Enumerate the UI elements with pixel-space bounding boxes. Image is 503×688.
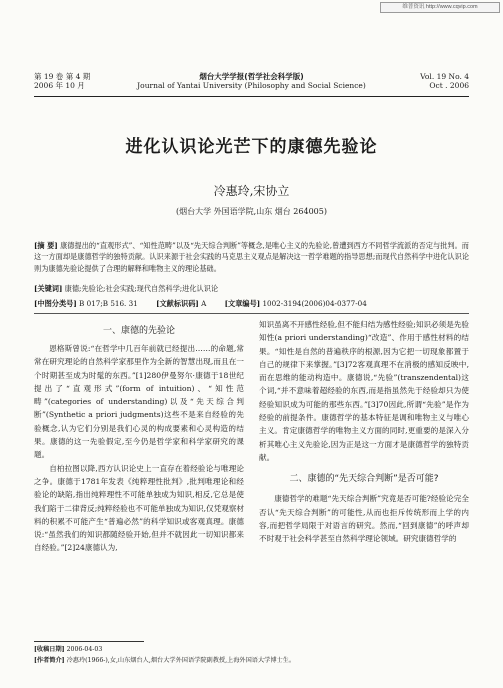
article-id: 1002-3194(2006)04-0377-04	[262, 299, 367, 308]
doc-code-label: [文献标识码]	[156, 299, 199, 308]
body-paragraph: 康德哲学的难题“先天综合判断”究竟是否可能?经验论完全否认“先天综合判断”的可能性,从而也拒斥传统形而上学的内容,而把哲学局限于对语言的研究。然而,“回到康德”的呼声却不时观于社会科学甚至自然科学理论领域。研究康德哲学的	[259, 494, 469, 544]
keywords	[34, 284, 469, 294]
section-heading-1: 一、康德的先验论	[102, 326, 175, 336]
author-note: 冷惠玲(1966-),女,山东烟台人,烟台大学外国语学院副教授,上海外国语大学博士生。	[66, 657, 296, 664]
clc-number: B 017;B 516. 31	[79, 299, 138, 308]
header-rule	[34, 96, 469, 97]
keywords-label: [关键词]	[34, 284, 63, 293]
article-id-label: [文章编号]	[224, 299, 261, 308]
clc-label: [中图分类号]	[34, 299, 77, 308]
right-column	[259, 318, 469, 545]
article-authors: 冷惠玲,宋协立	[213, 184, 290, 198]
classification-line	[34, 299, 469, 309]
journal-header	[34, 72, 469, 94]
issue-date: 2006 年 10 月	[34, 81, 85, 90]
received-label: [收稿日期]	[34, 646, 65, 653]
journal-name-en: Journal of Yantai University (Philosophy and Social Science)	[137, 81, 366, 90]
footnote-received	[34, 645, 473, 654]
author-note-label: [作者简介]	[34, 657, 65, 664]
journal-name	[134, 72, 369, 90]
volume-issue: 第 19 卷 第 4 期	[34, 72, 91, 81]
issue-date-en: Oct . 2006	[429, 81, 469, 90]
received-date: 2006-04-03	[66, 646, 103, 653]
footnote-author	[34, 656, 473, 665]
watermark-stamp: 维普资讯 http://www.cqvip.com	[380, 2, 500, 13]
abstract	[34, 240, 469, 274]
left-column	[34, 318, 244, 555]
article-title: 进化认识论光芒下的康德先验论	[125, 137, 378, 157]
footnote-rule	[34, 641, 144, 642]
body-paragraph: 自柏拉图以降,西方认识论史上一直存在着经验论与唯理论之争。康德于1781年发表《纯粹理性批判》,批判唯理论和经验论的缺陷,指出纯粹理性不可能单独成为知识,相反,它总是使我们陷于二律背反;纯粹经验也不可能单独成为知识,仅凭观察材料的积累不可能产生“普遍必然”的科学知识或客观真理。康德说:“虽然我们的知识都随经验开始,但并不就因此一切知识都来自经验。”[2]24康德认为,	[34, 463, 245, 553]
body-paragraph: 知识虽离不开感性经验,但不能归结为感性经验;知识必须是先验知性(a priori understanding)“改造”、作用于感性材料的结果。“知性是自然的普遍秩序的根源,因为它把一切现象都置于自己的规律下来掌握。”[3]72客观真理不在消极的感知反映中,而在思维的能动构造中。康德说,“先验”(transzendental)这个词,“并不意味着超经验的东西,而是指虽然先于经验却只为使经验知识成为可能的那些东西。”[3]70因此,所谓“先验”是作为经验的前提条件。康德哲学的基本特征是调和唯物主义与唯心主义。肯定康德哲学的唯物主义方面的同时,更重要的是深入分析其唯心主义先验论,因为正是这一方面才是康德哲学的独特贡献。	[259, 320, 470, 462]
abstract-label: [摘 要]	[34, 241, 58, 250]
volume-issue-en: Vol. 19 No. 4	[420, 72, 469, 81]
abstract-rule	[34, 313, 469, 314]
abstract-text: 康德提出的“直观形式”、“知性范畴”以及“先天综合判断”等概念,是唯心主义的先验论,曾遭到西方不同哲学流派的否定与批判。而这一方面却是康德哲学的独特贡献。认识来源于社会实践的马克思主义观点是解决这一哲学难题的指导思想;而现代自然科学中进化认识论则为康德先验论提供了合理的解释和唯物主义的理论基础。	[34, 241, 469, 273]
issue-info-en	[420, 72, 469, 90]
keywords-text: 康德;先验论;社会实践;现代自然科学;进化认识论	[64, 284, 219, 293]
doc-code: A	[201, 299, 207, 308]
journal-name-cn: 烟台大学学报(哲学社会科学版)	[199, 72, 304, 81]
issue-info	[34, 72, 90, 90]
body-paragraph: 恩格斯曾说:“在哲学中几百年前就已经提出……的命题,常常在研究理论的自然科学家那里作为全新的智慧出现,而且在一个时期甚至成为时髦的东西。”[1]280伊曼努尔·康德于18世纪提出了“直观形式”(form of intuition)、“知性范畴”(categories of understanding)以及“先天综合判断”(Synthetic a priori judgments)这些不是来自经验的先验概念,认为它们分别是我们心灵的构成要素和心灵构造的结果。康德的这一先验假定,至今仍是哲学家和科学家研究的课题。	[34, 344, 244, 460]
section-heading-2: 二、康德的“先天综合判断”是否可能?	[289, 474, 439, 485]
author-affiliation: (烟台大学 外国语学院,山东 烟台 264005)	[176, 207, 327, 216]
